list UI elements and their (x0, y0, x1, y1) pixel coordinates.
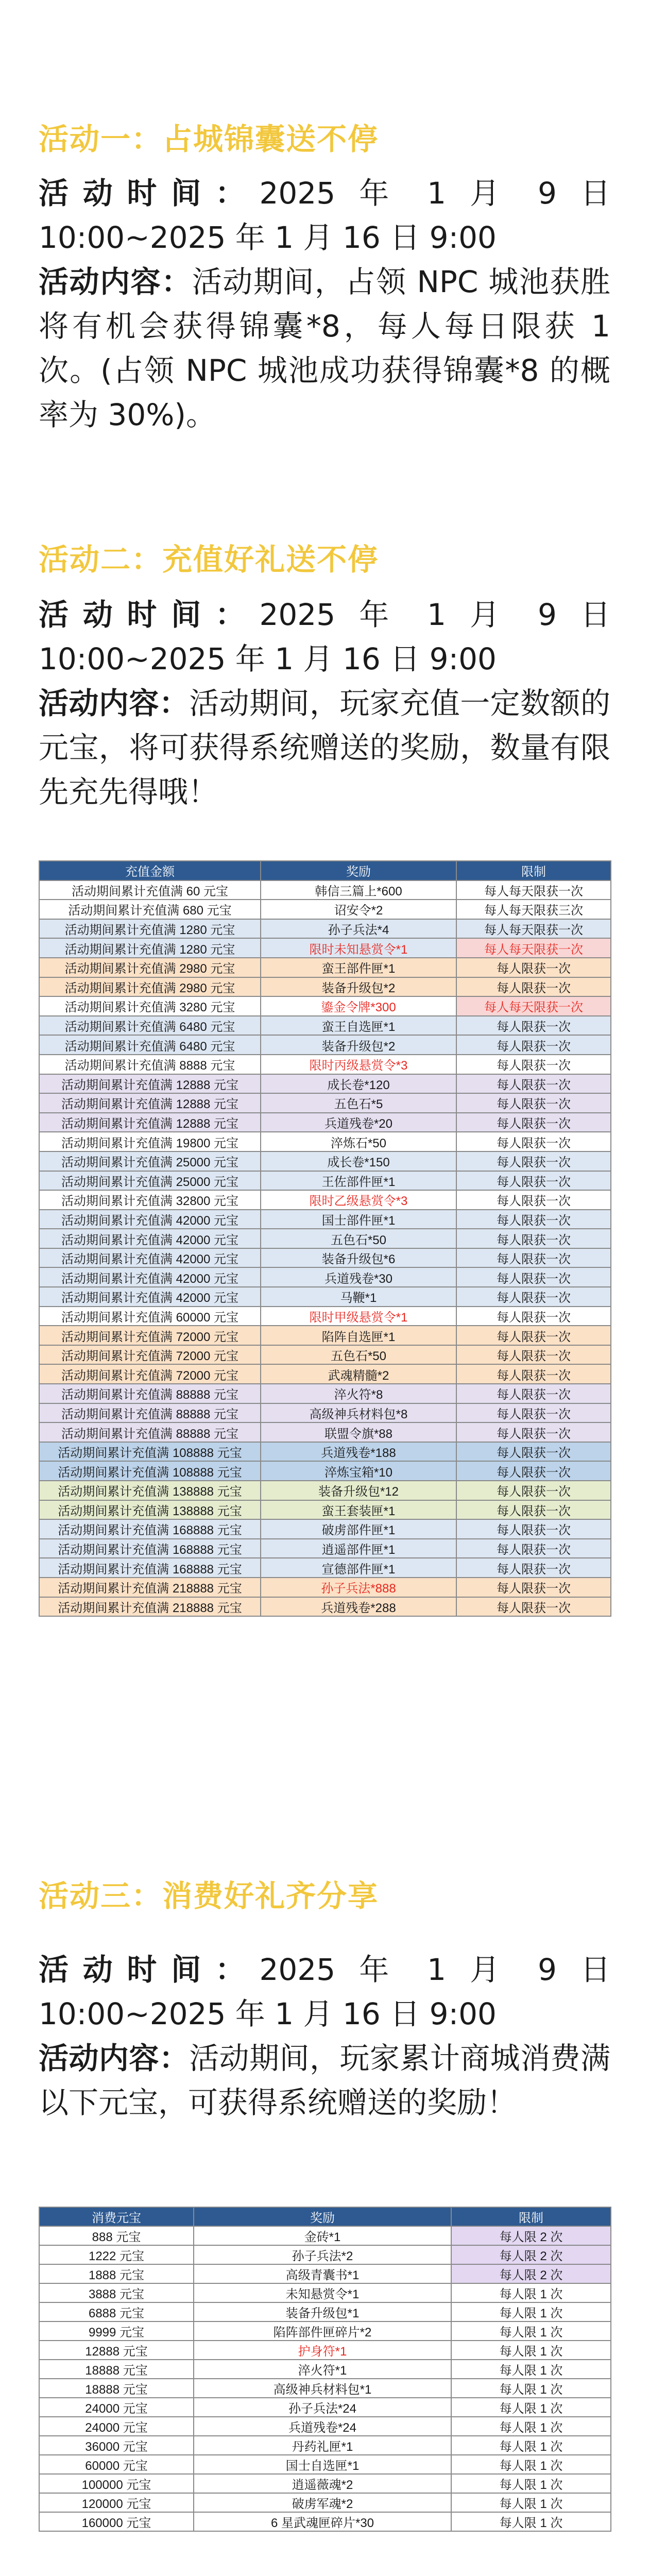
spending-limit-cell: 每人限 1 次 (451, 2512, 611, 2531)
spending-table-row (39, 2264, 611, 2283)
spending-table-row (39, 2417, 611, 2436)
recharge-limit-cell: 每人限获一次 (456, 1384, 611, 1403)
activity3-content-label: 活动内容： (39, 2041, 190, 2076)
activity1-body (39, 171, 610, 437)
activity1-section (39, 120, 610, 159)
spending-limit-cell: 每人限 1 次 (451, 2455, 611, 2474)
spending-reward-cell: 国士自选匣*1 (194, 2455, 451, 2474)
spending-table-header (39, 2207, 611, 2226)
recharge-reward-cell: 高级神兵材料包*8 (261, 1403, 456, 1423)
spending-limit-cell: 每人限 1 次 (451, 2360, 611, 2379)
activity1-time-label: 活动时间： (39, 176, 260, 211)
spending-table-row (39, 2245, 611, 2264)
recharge-table-row (39, 1364, 611, 1384)
recharge-table-row (39, 1287, 611, 1307)
recharge-limit-cell: 每人限获一次 (456, 977, 611, 997)
spending-limit-cell: 每人限 2 次 (451, 2245, 611, 2264)
recharge-reward-cell: 破虏部件匣*1 (261, 1519, 456, 1539)
recharge-limit-cell: 每人限获一次 (456, 1287, 611, 1307)
activity2-content-label: 活动内容： (39, 686, 190, 721)
activity3-title: 活动三：消费好礼齐分享 (39, 1878, 379, 1913)
recharge-limit-cell: 每人每天限获一次 (456, 938, 611, 958)
recharge-reward-cell: 兵道残卷*30 (261, 1267, 456, 1287)
spending-amount-cell: 24000 元宝 (39, 2398, 194, 2417)
recharge-limit-cell: 每人限获一次 (456, 1267, 611, 1287)
recharge-reward-cell: 兵道残卷*288 (261, 1597, 456, 1617)
recharge-reward-cell: 五色石*5 (261, 1093, 456, 1113)
recharge-table-row (39, 1210, 611, 1229)
spending-header-reward: 奖励 (194, 2207, 451, 2226)
recharge-limit-cell: 每人限获一次 (456, 1597, 611, 1617)
recharge-table-row (39, 1151, 611, 1171)
recharge-limit-cell: 每人限获一次 (456, 1519, 611, 1539)
recharge-limit-cell: 每人限获一次 (456, 1074, 611, 1094)
spending-reward-cell: 装备升级包*1 (194, 2302, 451, 2321)
recharge-amount-cell: 活动期间累计充值满 32800 元宝 (39, 1190, 261, 1210)
recharge-amount-cell: 活动期间累计充值满 1280 元宝 (39, 919, 261, 939)
recharge-amount-cell: 活动期间累计充值满 1280 元宝 (39, 938, 261, 958)
recharge-header-reward: 奖励 (261, 861, 456, 880)
activity1-time (39, 171, 610, 260)
recharge-reward-cell: 马鞭*1 (261, 1287, 456, 1307)
spending-amount-cell: 3888 元宝 (39, 2283, 194, 2302)
spending-limit-cell: 每人限 1 次 (451, 2379, 611, 2398)
recharge-amount-cell: 活动期间累计充值满 42000 元宝 (39, 1210, 261, 1229)
recharge-reward-cell: 陷阵自选匣*1 (261, 1326, 456, 1345)
spending-table-row (39, 2379, 611, 2398)
recharge-amount-cell: 活动期间累计充值满 2980 元宝 (39, 958, 261, 977)
spending-limit-cell: 每人限 1 次 (451, 2321, 611, 2341)
spending-amount-cell: 9999 元宝 (39, 2321, 194, 2341)
spending-table-row (39, 2302, 611, 2321)
recharge-reward-cell: 逍遥部件匣*1 (261, 1539, 456, 1558)
recharge-limit-cell: 每人限获一次 (456, 1578, 611, 1597)
recharge-reward-cell: 限时丙级悬赏令*3 (261, 1055, 456, 1074)
spending-amount-cell: 18888 元宝 (39, 2379, 194, 2398)
recharge-reward-cell: 国士部件匣*1 (261, 1210, 456, 1229)
recharge-amount-cell: 活动期间累计充值满 218888 元宝 (39, 1578, 261, 1597)
recharge-table-row (39, 1132, 611, 1151)
recharge-limit-cell: 每人限获一次 (456, 1035, 611, 1055)
recharge-table-row (39, 900, 611, 919)
spending-reward-cell: 高级青囊书*1 (194, 2264, 451, 2283)
activity1-content-label: 活动内容： (39, 264, 192, 299)
recharge-limit-cell: 每人限获一次 (456, 1558, 611, 1578)
spending-table-row (39, 2455, 611, 2474)
recharge-table-row (39, 996, 611, 1016)
recharge-reward-cell: 诏安令*2 (261, 900, 456, 919)
recharge-limit-cell: 每人限获一次 (456, 1055, 611, 1074)
recharge-reward-cell: 联盟令旗*88 (261, 1422, 456, 1442)
activity2-title: 活动二：充值好礼送不停 (39, 542, 379, 577)
spending-amount-cell: 60000 元宝 (39, 2455, 194, 2474)
activity2-time-value: 2025 年 1 月 9 日 10:00~2025 年 1 月 16 日 9:00 (39, 597, 610, 676)
recharge-limit-cell: 每人限获一次 (456, 958, 611, 977)
recharge-amount-cell: 活动期间累计充值满 218888 元宝 (39, 1597, 261, 1617)
recharge-limit-cell: 每人每天限获三次 (456, 900, 611, 919)
activity1-content-value: 活动期间，占领 NPC 城池获胜将有机会获得锦囊*8，每人每日限获 1 次。(占领 NPC 城池成功获得锦囊*8 的概率为 30%)。 (39, 264, 610, 432)
recharge-reward-cell: 蛮王部件匣*1 (261, 958, 456, 977)
recharge-table-row (39, 1384, 611, 1403)
spending-reward-cell: 孙子兵法*2 (194, 2245, 451, 2264)
spending-reward-cell: 丹药礼匣*1 (194, 2436, 451, 2455)
recharge-table-row (39, 1035, 611, 1055)
recharge-amount-cell: 活动期间累计充值满 12888 元宝 (39, 1113, 261, 1132)
recharge-amount-cell: 活动期间累计充值满 72000 元宝 (39, 1364, 261, 1384)
recharge-amount-cell: 活动期间累计充值满 168888 元宝 (39, 1539, 261, 1558)
spending-limit-cell: 每人限 1 次 (451, 2283, 611, 2302)
activity2-body (39, 592, 610, 814)
recharge-limit-cell: 每人限获一次 (456, 1248, 611, 1268)
recharge-amount-cell: 活动期间累计充值满 88888 元宝 (39, 1403, 261, 1423)
recharge-limit-cell: 每人限获一次 (456, 1539, 611, 1558)
recharge-amount-cell: 活动期间累计充值满 3280 元宝 (39, 996, 261, 1016)
recharge-table-row (39, 1113, 611, 1132)
spending-amount-cell: 18888 元宝 (39, 2360, 194, 2379)
recharge-table-row (39, 1403, 611, 1423)
recharge-amount-cell: 活动期间累计充值满 60 元宝 (39, 880, 261, 900)
recharge-reward-cell: 装备升级包*6 (261, 1248, 456, 1268)
spending-amount-cell: 1222 元宝 (39, 2245, 194, 2264)
recharge-table-row (39, 1190, 611, 1210)
recharge-limit-cell: 每人每天限获一次 (456, 919, 611, 939)
spending-amount-cell: 1888 元宝 (39, 2264, 194, 2283)
recharge-reward-cell: 五色石*50 (261, 1229, 456, 1248)
recharge-amount-cell: 活动期间累计充值满 42000 元宝 (39, 1267, 261, 1287)
recharge-amount-cell: 活动期间累计充值满 12888 元宝 (39, 1074, 261, 1094)
recharge-table-row (39, 1326, 611, 1345)
recharge-reward-cell: 兵道残卷*20 (261, 1113, 456, 1132)
recharge-reward-cell: 鎏金令牌*300 (261, 996, 456, 1016)
spending-reward-cell: 6 星武魂匣碎片*30 (194, 2512, 451, 2531)
recharge-amount-cell: 活动期间累计充值满 42000 元宝 (39, 1248, 261, 1268)
recharge-amount-cell: 活动期间累计充值满 168888 元宝 (39, 1519, 261, 1539)
recharge-limit-cell: 每人每天限获一次 (456, 880, 611, 900)
recharge-table-row (39, 958, 611, 977)
activity2-time-label: 活动时间： (39, 597, 260, 632)
recharge-limit-cell: 每人每天限获一次 (456, 996, 611, 1016)
recharge-amount-cell: 活动期间累计充值满 138888 元宝 (39, 1500, 261, 1520)
recharge-amount-cell: 活动期间累计充值满 25000 元宝 (39, 1151, 261, 1171)
activity3-time (39, 1947, 610, 2036)
recharge-limit-cell: 每人限获一次 (456, 1481, 611, 1500)
recharge-reward-cell: 成长卷*120 (261, 1074, 456, 1094)
spending-table-row (39, 2341, 611, 2360)
recharge-table-row (39, 880, 611, 900)
spending-amount-cell: 12888 元宝 (39, 2341, 194, 2360)
recharge-table-row (39, 1307, 611, 1326)
spending-reward-cell: 破虏军魂*2 (194, 2493, 451, 2512)
recharge-table-body (39, 880, 611, 1617)
recharge-table-row (39, 1442, 611, 1462)
activity3-time-label: 活动时间： (39, 1952, 260, 1987)
recharge-table-row (39, 1074, 611, 1094)
recharge-limit-cell: 每人限获一次 (456, 1422, 611, 1442)
recharge-reward-cell: 限时甲级悬赏令*1 (261, 1307, 456, 1326)
recharge-reward-cell: 装备升级包*12 (261, 1481, 456, 1500)
recharge-table-row (39, 1597, 611, 1617)
recharge-limit-cell: 每人限获一次 (456, 1190, 611, 1210)
activity1-content (39, 260, 610, 437)
recharge-table-row (39, 1171, 611, 1191)
recharge-amount-cell: 活动期间累计充值满 680 元宝 (39, 900, 261, 919)
spending-table-row (39, 2436, 611, 2455)
recharge-amount-cell: 活动期间累计充值满 25000 元宝 (39, 1171, 261, 1191)
spending-amount-cell: 120000 元宝 (39, 2493, 194, 2512)
recharge-limit-cell: 每人限获一次 (456, 1364, 611, 1384)
recharge-amount-cell: 活动期间累计充值满 42000 元宝 (39, 1287, 261, 1307)
activity3-section (39, 1876, 610, 1916)
activity2-content-value: 活动期间，玩家充值一定数额的元宝，将可获得系统赠送的奖励，数量有限先充先得哦！ (39, 686, 610, 809)
recharge-table-row (39, 1345, 611, 1365)
recharge-amount-cell: 活动期间累计充值满 19800 元宝 (39, 1132, 261, 1151)
recharge-amount-cell: 活动期间累计充值满 88888 元宝 (39, 1422, 261, 1442)
recharge-amount-cell: 活动期间累计充值满 108888 元宝 (39, 1442, 261, 1462)
recharge-limit-cell: 每人限获一次 (456, 1113, 611, 1132)
recharge-reward-cell: 王佐部件匣*1 (261, 1171, 456, 1191)
recharge-reward-cell: 淬炼宝箱*10 (261, 1461, 456, 1481)
spending-reward-cell: 金砖*1 (194, 2226, 451, 2245)
recharge-limit-cell: 每人限获一次 (456, 1307, 611, 1326)
spending-reward-cell: 护身符*1 (194, 2341, 451, 2360)
recharge-table-row (39, 1093, 611, 1113)
recharge-reward-cell: 限时乙级悬赏令*3 (261, 1190, 456, 1210)
activity3-content (39, 2036, 610, 2125)
spending-amount-cell: 36000 元宝 (39, 2436, 194, 2455)
recharge-amount-cell: 活动期间累计充值满 88888 元宝 (39, 1384, 261, 1403)
spending-table-body (39, 2226, 611, 2531)
spending-reward-cell: 陷阵部件匣碎片*2 (194, 2321, 451, 2341)
spending-limit-cell: 每人限 2 次 (451, 2226, 611, 2245)
recharge-table-row (39, 938, 611, 958)
recharge-header-amount: 充值金额 (39, 861, 261, 880)
recharge-table-row (39, 1578, 611, 1597)
spending-reward-cell: 未知悬赏令*1 (194, 2283, 451, 2302)
recharge-table-row (39, 1229, 611, 1248)
spending-limit-cell: 每人限 1 次 (451, 2398, 611, 2417)
recharge-limit-cell: 每人限获一次 (456, 1461, 611, 1481)
recharge-amount-cell: 活动期间累计充值满 168888 元宝 (39, 1558, 261, 1578)
spending-reward-table (39, 2207, 611, 2532)
recharge-table-row (39, 1016, 611, 1036)
activity1-title: 活动一：占城锦囊送不停 (39, 122, 379, 157)
recharge-table-row (39, 1539, 611, 1558)
recharge-limit-cell: 每人限获一次 (456, 1500, 611, 1520)
recharge-reward-cell: 孙子兵法*4 (261, 919, 456, 939)
recharge-limit-cell: 每人限获一次 (456, 1403, 611, 1423)
recharge-table-row (39, 1500, 611, 1520)
recharge-header-limit: 限制 (456, 861, 611, 880)
spending-amount-cell: 6888 元宝 (39, 2302, 194, 2321)
recharge-amount-cell: 活动期间累计充值满 60000 元宝 (39, 1307, 261, 1326)
recharge-table-row (39, 1248, 611, 1268)
recharge-table-header (39, 861, 611, 880)
recharge-reward-cell: 装备升级包*2 (261, 1035, 456, 1055)
recharge-table-row (39, 1481, 611, 1500)
recharge-amount-cell: 活动期间累计充值满 2980 元宝 (39, 977, 261, 997)
activity1-time-value: 2025 年 1 月 9 日 10:00~2025 年 1 月 16 日 9:00 (39, 176, 610, 255)
recharge-table-row (39, 919, 611, 939)
recharge-table-row (39, 1267, 611, 1287)
spending-amount-cell: 888 元宝 (39, 2226, 194, 2245)
recharge-amount-cell: 活动期间累计充值满 108888 元宝 (39, 1461, 261, 1481)
recharge-limit-cell: 每人限获一次 (456, 1442, 611, 1462)
spending-reward-cell: 高级神兵材料包*1 (194, 2379, 451, 2398)
recharge-reward-table (39, 860, 611, 1617)
recharge-limit-cell: 每人限获一次 (456, 1132, 611, 1151)
spending-table-row (39, 2493, 611, 2512)
recharge-amount-cell: 活动期间累计充值满 6480 元宝 (39, 1016, 261, 1036)
recharge-table-row (39, 977, 611, 997)
recharge-limit-cell: 每人限获一次 (456, 1229, 611, 1248)
recharge-table-row (39, 1519, 611, 1539)
activity2-section (39, 540, 610, 579)
spending-amount-cell: 100000 元宝 (39, 2474, 194, 2493)
spending-header-amount: 消费元宝 (39, 2207, 194, 2226)
recharge-reward-cell: 淬炼石*50 (261, 1132, 456, 1151)
activity2-time (39, 592, 610, 681)
recharge-amount-cell: 活动期间累计充值满 72000 元宝 (39, 1345, 261, 1365)
recharge-reward-cell: 装备升级包*2 (261, 977, 456, 997)
recharge-amount-cell: 活动期间累计充值满 72000 元宝 (39, 1326, 261, 1345)
spending-reward-cell: 逍遥薇魂*2 (194, 2474, 451, 2493)
spending-amount-cell: 24000 元宝 (39, 2417, 194, 2436)
spending-header-limit: 限制 (451, 2207, 611, 2226)
recharge-reward-cell: 五色石*50 (261, 1345, 456, 1365)
spending-reward-cell: 兵道残卷*24 (194, 2417, 451, 2436)
recharge-amount-cell: 活动期间累计充值满 12888 元宝 (39, 1093, 261, 1113)
recharge-reward-cell: 淬火符*8 (261, 1384, 456, 1403)
recharge-reward-cell: 蛮王自选匣*1 (261, 1016, 456, 1036)
recharge-table-row (39, 1558, 611, 1578)
activity3-body (39, 1947, 610, 2125)
recharge-amount-cell: 活动期间累计充值满 42000 元宝 (39, 1229, 261, 1248)
recharge-reward-cell: 孙子兵法*888 (261, 1578, 456, 1597)
recharge-reward-cell: 蛮王套装匣*1 (261, 1500, 456, 1520)
activity2-content (39, 681, 610, 814)
spending-table-row (39, 2512, 611, 2531)
recharge-amount-cell: 活动期间累计充值满 8888 元宝 (39, 1055, 261, 1074)
recharge-limit-cell: 每人限获一次 (456, 1171, 611, 1191)
recharge-reward-cell: 兵道残卷*188 (261, 1442, 456, 1462)
recharge-amount-cell: 活动期间累计充值满 138888 元宝 (39, 1481, 261, 1500)
spending-table-row (39, 2360, 611, 2379)
recharge-reward-cell: 宣德部件匣*1 (261, 1558, 456, 1578)
spending-limit-cell: 每人限 1 次 (451, 2436, 611, 2455)
recharge-limit-cell: 每人限获一次 (456, 1326, 611, 1345)
recharge-limit-cell: 每人限获一次 (456, 1093, 611, 1113)
recharge-limit-cell: 每人限获一次 (456, 1016, 611, 1036)
activity3-content-value: 活动期间，玩家累计商城消费满以下元宝，可获得系统赠送的奖励！ (39, 2041, 610, 2120)
spending-limit-cell: 每人限 1 次 (451, 2474, 611, 2493)
recharge-reward-cell: 成长卷*150 (261, 1151, 456, 1171)
spending-limit-cell: 每人限 2 次 (451, 2264, 611, 2283)
recharge-table-row (39, 1422, 611, 1442)
spending-reward-cell: 孙子兵法*24 (194, 2398, 451, 2417)
recharge-limit-cell: 每人限获一次 (456, 1210, 611, 1229)
recharge-amount-cell: 活动期间累计充值满 6480 元宝 (39, 1035, 261, 1055)
spending-table-row (39, 2474, 611, 2493)
spending-limit-cell: 每人限 1 次 (451, 2417, 611, 2436)
recharge-limit-cell: 每人限获一次 (456, 1151, 611, 1171)
recharge-limit-cell: 每人限获一次 (456, 1345, 611, 1365)
spending-table-row (39, 2398, 611, 2417)
spending-table-row (39, 2226, 611, 2245)
spending-table-row (39, 2321, 611, 2341)
spending-reward-cell: 淬火符*1 (194, 2360, 451, 2379)
spending-limit-cell: 每人限 1 次 (451, 2341, 611, 2360)
recharge-reward-cell: 韩信三篇上*600 (261, 880, 456, 900)
recharge-table-row (39, 1055, 611, 1074)
activity3-time-value: 2025 年 1 月 9 日 10:00~2025 年 1 月 16 日 9:00 (39, 1952, 610, 2031)
recharge-reward-cell: 限时未知悬赏令*1 (261, 938, 456, 958)
recharge-reward-cell: 武魂精髓*2 (261, 1364, 456, 1384)
spending-limit-cell: 每人限 1 次 (451, 2302, 611, 2321)
spending-table-row (39, 2283, 611, 2302)
spending-amount-cell: 160000 元宝 (39, 2512, 194, 2531)
spending-limit-cell: 每人限 1 次 (451, 2493, 611, 2512)
recharge-table-row (39, 1461, 611, 1481)
